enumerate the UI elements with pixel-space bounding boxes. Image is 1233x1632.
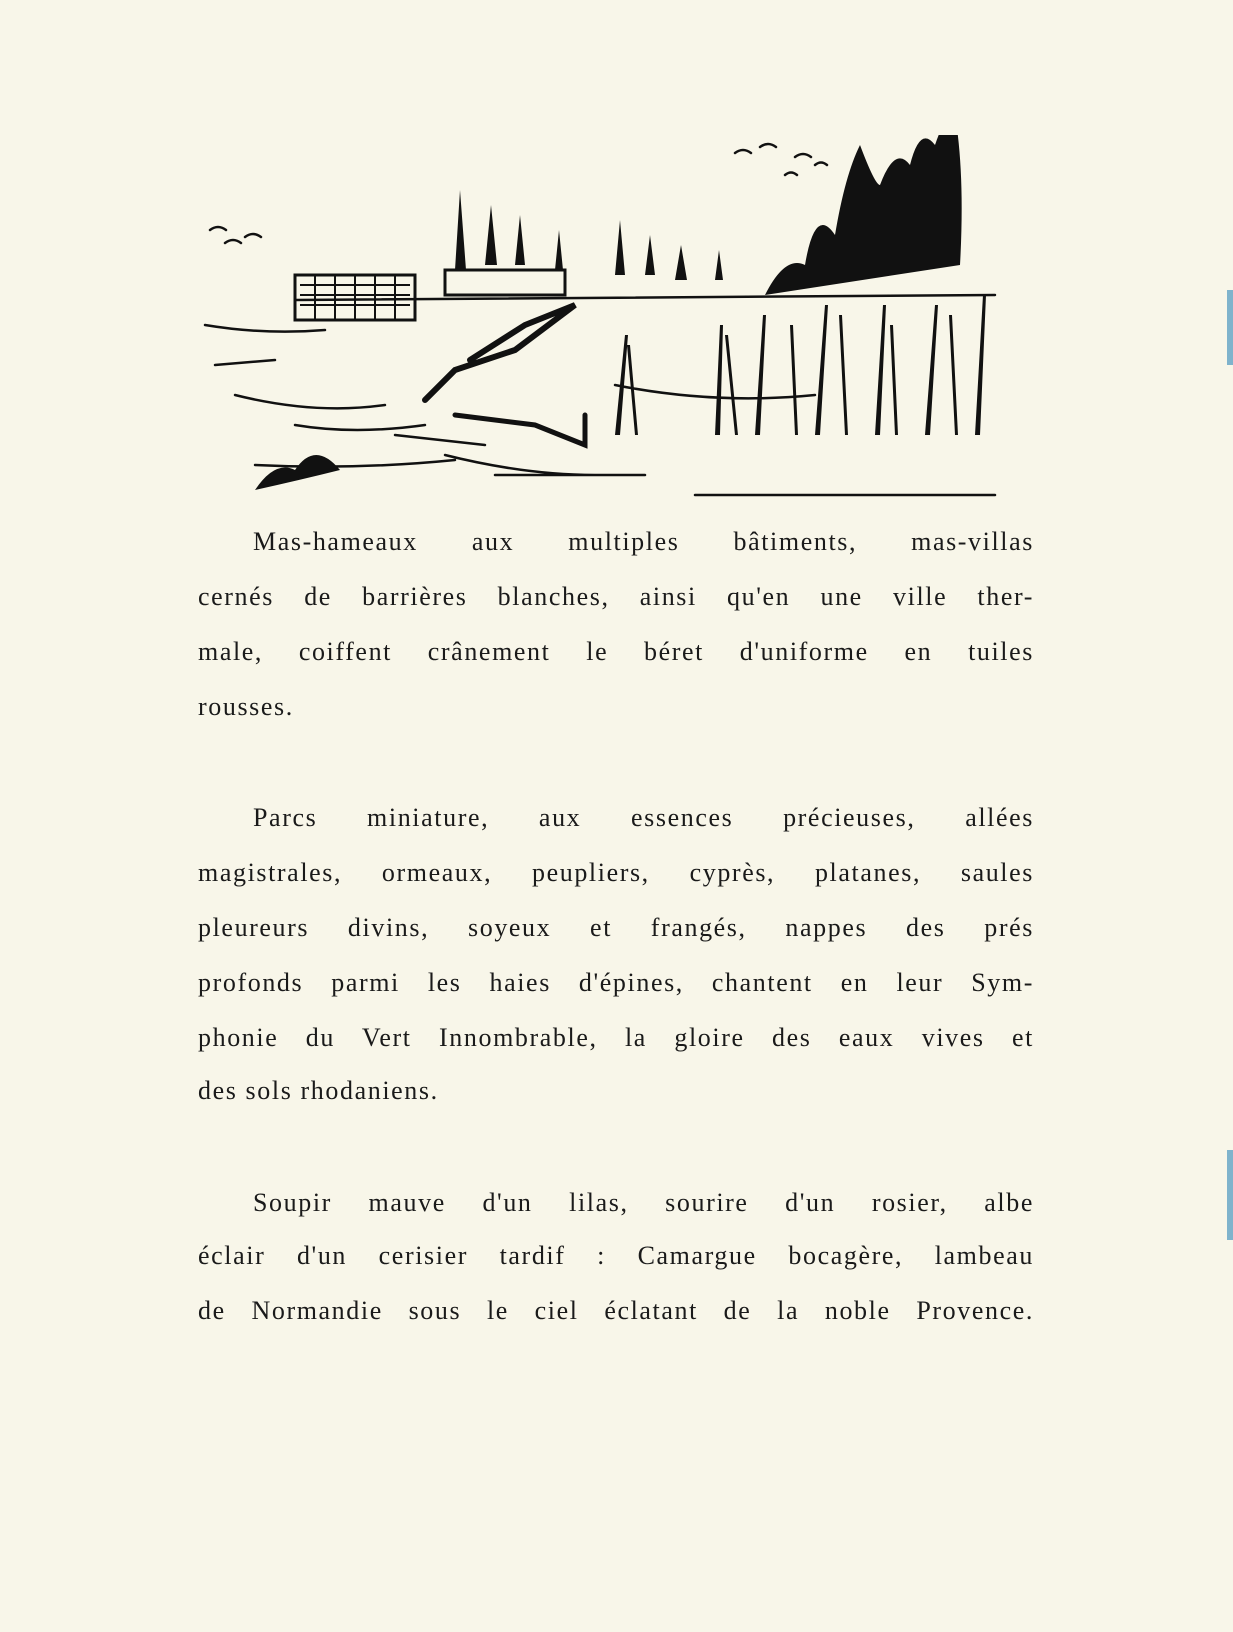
text-line: profonds parmi les haies d'épines, chantent en leur Sym- (198, 968, 1034, 997)
text-line: éclair d'un cerisier tardif : Camargue bocagère, lambeau (198, 1241, 1034, 1270)
landscape-illustration (195, 135, 1000, 510)
page-edge-tab (1227, 1150, 1233, 1240)
text-line: magistrales, ormeaux, peupliers, cyprès, platanes, saules (198, 858, 1034, 887)
text-line: cernés de barrières blanches, ainsi qu'en une ville ther- (198, 582, 1034, 611)
text-line: Mas-hameaux aux multiples bâtiments, mas-villas (253, 527, 1034, 556)
text-line: male, coiffent crânement le béret d'uniforme en tuiles (198, 637, 1034, 666)
text-line: pleureurs divins, soyeux et frangés, nappes des prés (198, 913, 1034, 942)
text-line: des sols rhodaniens. (198, 1076, 439, 1105)
text-line: rousses. (198, 692, 294, 721)
page-edge-tab (1227, 290, 1233, 365)
text-line: de Normandie sous le ciel éclatant de la noble Provence. (198, 1296, 1034, 1325)
text-line: phonie du Vert Innombrable, la gloire des eaux vives et (198, 1023, 1034, 1052)
text-line: Parcs miniature, aux essences précieuses, allées (253, 803, 1034, 832)
text-line: Soupir mauve d'un lilas, sourire d'un rosier, albe (253, 1188, 1034, 1217)
